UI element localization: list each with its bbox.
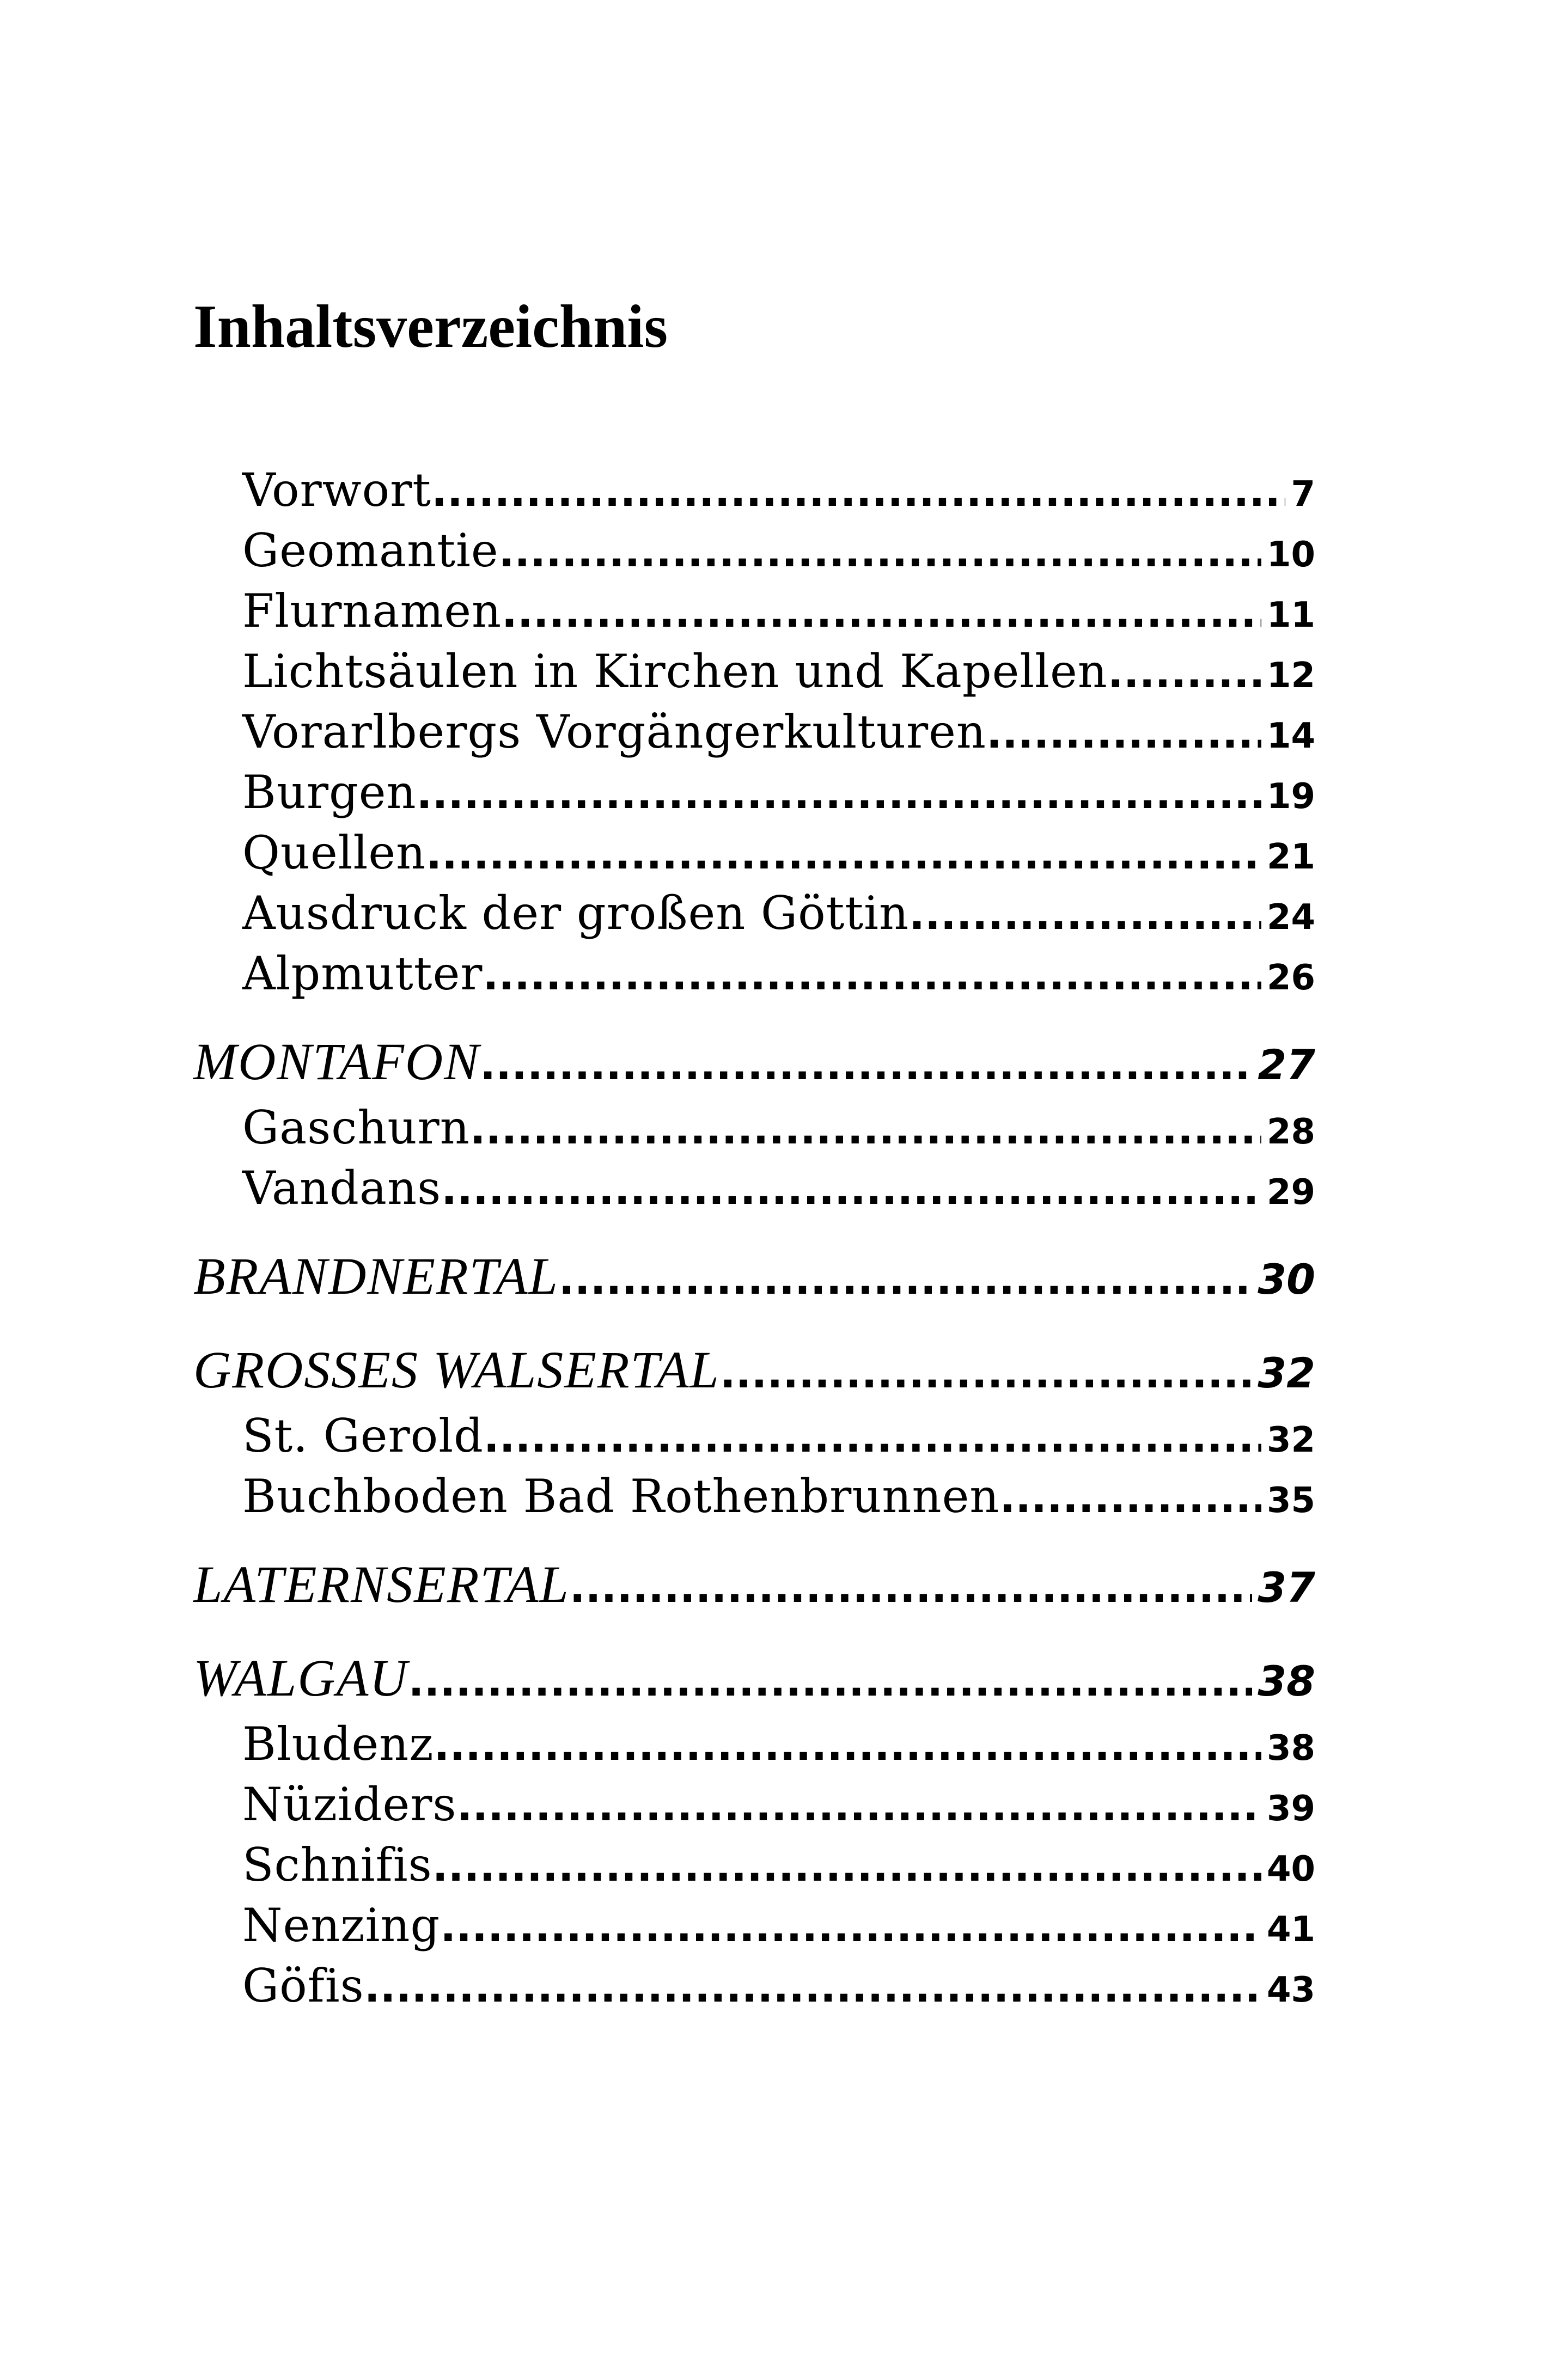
toc-entry-page-number: 32: [1266, 1420, 1315, 1460]
toc-entry-label: Nüziders: [242, 1778, 457, 1831]
toc-section-laternsertal[interactable]: [193, 1549, 1315, 1620]
toc-entry-label: Vorwort: [242, 463, 432, 517]
dot-leader: [483, 945, 1261, 1005]
toc-entry-bludenz[interactable]: [193, 1714, 1315, 1775]
toc-entry-vandans[interactable]: [193, 1158, 1315, 1219]
toc-entry-label: Alpmutter: [242, 947, 483, 1000]
toc-section-page-number: 37: [1258, 1563, 1315, 1612]
toc-section-label: GROSSES WALSERTAL: [193, 1341, 720, 1399]
toc-entry-quellen[interactable]: [193, 823, 1315, 883]
toc-entry-page-number: 21: [1266, 837, 1315, 877]
dot-leader: [909, 884, 1261, 945]
toc-entry-geomantie[interactable]: [193, 521, 1315, 581]
toc-entry-label: Vorarlbergs Vorgängerkulturen: [242, 705, 986, 758]
toc-entry-label: Geomantie: [242, 524, 499, 577]
toc-entry-label: Vandans: [242, 1161, 442, 1215]
toc-entry-buchboden[interactable]: [193, 1466, 1315, 1527]
toc-entry-page-number: 28: [1266, 1112, 1315, 1152]
toc-section-label: WALGAU: [193, 1649, 408, 1707]
toc-entry-burgen[interactable]: [193, 762, 1315, 823]
toc-section-page-number: 30: [1258, 1255, 1315, 1304]
toc-section-grosses-walsertal[interactable]: [193, 1334, 1315, 1406]
toc-entry-grosse-goettin[interactable]: [193, 883, 1315, 944]
dot-leader: [440, 1896, 1261, 1957]
toc-entry-label: Bludenz: [242, 1717, 434, 1771]
toc-entry-page-number: 11: [1266, 595, 1315, 635]
toc-entry-label: Buchboden Bad Rothenbrunnen: [242, 1470, 1000, 1523]
toc-entry-vorwort[interactable]: [193, 460, 1315, 521]
toc-entry-page-number: 26: [1266, 958, 1315, 998]
toc-entry-page-number: 7: [1291, 474, 1315, 515]
dot-leader: [499, 522, 1261, 582]
toc-entry-label: Ausdruck der großen Göttin: [242, 886, 910, 940]
dot-leader: [456, 1776, 1261, 1836]
toc-entry-page-number: 38: [1266, 1728, 1315, 1769]
toc-section-label: LATERNSERTAL: [193, 1555, 570, 1613]
toc-entry-label: Göfis: [242, 1959, 364, 2012]
toc-entry-alpmutter[interactable]: [193, 944, 1315, 1004]
toc-entry-page-number: 40: [1266, 1849, 1315, 1889]
dot-leader: [441, 1159, 1261, 1220]
toc-entry-page-number: 39: [1266, 1789, 1315, 1829]
toc-entry-page-number: 29: [1266, 1172, 1315, 1213]
toc-section-montafon[interactable]: [193, 1026, 1315, 1098]
dot-leader: [484, 1407, 1261, 1467]
toc-section-label: MONTAFON: [193, 1032, 480, 1091]
dot-leader: [364, 1957, 1261, 2017]
toc-section-page-number: 27: [1258, 1041, 1315, 1089]
dot-leader: [986, 703, 1261, 763]
toc-section-page-number: 38: [1258, 1657, 1315, 1705]
dot-leader: [559, 1244, 1252, 1316]
toc-entry-label: Burgen: [242, 766, 417, 819]
dot-leader: [417, 763, 1261, 824]
dot-leader: [470, 1099, 1261, 1159]
toc-entry-page-number: 19: [1266, 776, 1315, 817]
dot-leader: [408, 1645, 1253, 1717]
toc-section-brandnertal[interactable]: [193, 1240, 1315, 1312]
dot-leader: [431, 461, 1285, 522]
toc-entry-label: Gaschurn: [242, 1101, 470, 1154]
toc-entry-page-number: 41: [1266, 1910, 1315, 1950]
toc-entry-vorgaengerkulturen[interactable]: [193, 702, 1315, 762]
toc-entry-label: Lichtsäulen in Kirchen und Kapellen: [242, 645, 1108, 698]
dot-leader: [480, 1029, 1252, 1101]
toc-entry-label: Schnifis: [242, 1838, 432, 1892]
dot-leader: [434, 1715, 1261, 1776]
dot-leader: [502, 582, 1261, 643]
toc-entry-label: Quellen: [242, 826, 426, 879]
toc-entry-lichtsaeulen[interactable]: [193, 641, 1315, 702]
toc-entry-nenzing[interactable]: [193, 1895, 1315, 1956]
dot-leader: [1108, 643, 1261, 703]
toc-entry-goefis[interactable]: [193, 1956, 1315, 2016]
toc-section-page-number: 32: [1258, 1349, 1315, 1397]
page-title: Inhaltsverzeichnis: [193, 293, 668, 360]
toc-entry-page-number: 10: [1266, 535, 1315, 575]
toc-section-walgau[interactable]: [193, 1642, 1315, 1714]
dot-leader: [432, 1836, 1261, 1896]
toc-entry-page-number: 35: [1266, 1480, 1315, 1521]
toc-entry-label: St. Gerold: [242, 1409, 484, 1463]
toc-entry-label: Nenzing: [242, 1899, 441, 1952]
dot-leader: [426, 824, 1261, 884]
table-of-contents: [193, 460, 1315, 2016]
toc-section-label: BRANDNERTAL: [193, 1247, 559, 1305]
dot-leader: [999, 1467, 1261, 1528]
dot-leader: [570, 1552, 1252, 1624]
toc-entry-page-number: 24: [1266, 897, 1315, 938]
toc-entry-st-gerold[interactable]: [193, 1406, 1315, 1466]
toc-entry-page-number: 12: [1266, 656, 1315, 696]
toc-entry-nueziders[interactable]: [193, 1775, 1315, 1835]
toc-entry-label: Flurnamen: [242, 584, 502, 638]
toc-entry-gaschurn[interactable]: [193, 1098, 1315, 1158]
toc-entry-schnifis[interactable]: [193, 1835, 1315, 1895]
toc-entry-flurnamen[interactable]: [193, 581, 1315, 641]
toc-entry-page-number: 43: [1266, 1970, 1315, 2010]
toc-entry-page-number: 14: [1266, 716, 1315, 756]
dot-leader: [720, 1337, 1252, 1409]
